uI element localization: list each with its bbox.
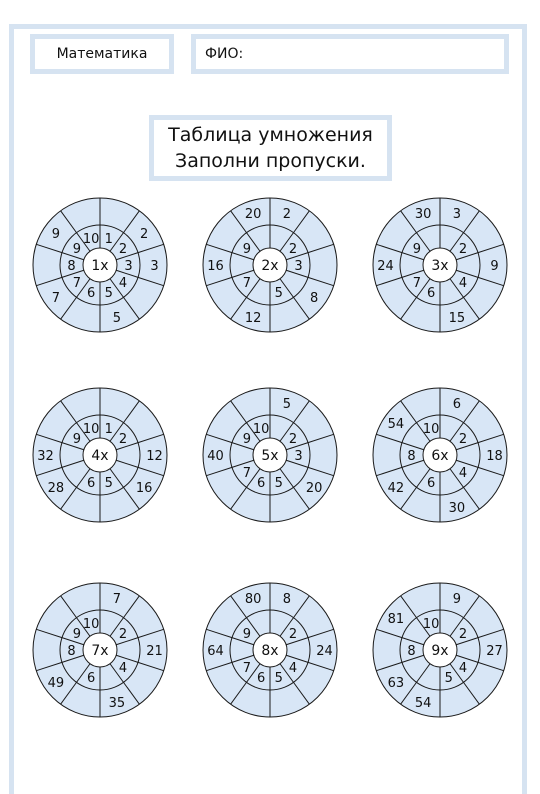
product-value: 15: [448, 310, 466, 326]
inner-number: 10: [422, 421, 440, 437]
product-value: 2: [139, 226, 149, 242]
inner-number: 7: [72, 275, 82, 291]
wheel-multiplier: 6x: [431, 448, 449, 464]
product-value: 12: [146, 449, 163, 464]
product-value: 24: [377, 259, 394, 274]
product-value: 8: [282, 592, 291, 608]
product-value: 7: [51, 291, 61, 307]
product-value: 5: [112, 310, 121, 326]
inner-number: 6: [257, 476, 266, 492]
inner-number: 9: [242, 432, 252, 448]
inner-number: 4: [458, 465, 468, 481]
multiplication-wheel: [371, 581, 509, 719]
product-value: 40: [207, 449, 224, 464]
wheel-multiplier: 9x: [431, 643, 449, 659]
product-value: 2: [282, 207, 291, 223]
product-value: 80: [244, 592, 262, 608]
inner-number: 5: [104, 286, 113, 302]
inner-number: 7: [412, 275, 422, 291]
multiplication-wheel: [201, 386, 339, 524]
inner-number: 4: [118, 660, 128, 676]
multiplication-wheel: [371, 386, 509, 524]
inner-number: 2: [118, 627, 128, 643]
multiplication-wheel: [31, 386, 169, 524]
wheel-multiplier: 8x: [261, 643, 279, 659]
multiplication-wheel: [371, 196, 509, 334]
inner-number: 6: [427, 286, 436, 302]
subject-label: Математика: [56, 46, 148, 62]
product-value: 9: [452, 592, 461, 608]
product-value: 27: [486, 644, 503, 659]
inner-number: 8: [67, 644, 76, 659]
student-name-field[interactable]: [191, 34, 509, 74]
multiplication-wheel: [31, 196, 169, 334]
product-value: 3: [150, 259, 159, 274]
inner-number: 4: [118, 275, 128, 291]
inner-number: 1: [104, 231, 113, 247]
product-value: 21: [146, 644, 163, 659]
inner-number: 4: [458, 660, 468, 676]
inner-number: 3: [294, 449, 303, 464]
inner-number: 9: [242, 627, 252, 643]
wheel-multiplier: 5x: [261, 448, 279, 464]
inner-number: 5: [274, 671, 283, 687]
inner-number: 7: [242, 465, 252, 481]
product-value: 81: [387, 611, 405, 627]
inner-number: 10: [82, 231, 100, 247]
inner-number: 10: [82, 616, 100, 632]
inner-number: 9: [72, 432, 82, 448]
wheel-multiplier: 3x: [431, 258, 449, 274]
inner-number: 9: [412, 242, 422, 258]
product-value: 12: [244, 310, 262, 326]
inner-number: 2: [458, 242, 468, 258]
inner-number: 10: [422, 616, 440, 632]
product-value: 63: [387, 676, 405, 692]
wheel-multiplier: 4x: [91, 448, 109, 464]
worksheet-title: [149, 115, 392, 181]
product-value: 9: [490, 259, 499, 274]
inner-number: 2: [288, 627, 298, 643]
inner-number: 7: [242, 275, 252, 291]
inner-number: 6: [427, 476, 436, 492]
inner-number: 4: [288, 660, 298, 676]
product-value: 20: [244, 207, 262, 223]
inner-number: 2: [288, 432, 298, 448]
product-value: 42: [387, 481, 405, 497]
inner-number: 5: [274, 476, 283, 492]
inner-number: 8: [407, 449, 416, 464]
inner-number: 10: [82, 421, 100, 437]
inner-number: 2: [118, 432, 128, 448]
wheel-multiplier: 1x: [91, 258, 109, 274]
inner-number: 5: [104, 476, 113, 492]
inner-number: 10: [252, 421, 270, 437]
inner-number: 2: [118, 242, 128, 258]
product-value: 35: [108, 695, 126, 711]
product-value: 16: [135, 481, 153, 497]
product-value: 20: [305, 481, 323, 497]
product-value: 24: [316, 644, 333, 659]
inner-number: 8: [407, 644, 416, 659]
product-value: 6: [452, 397, 461, 413]
product-value: 7: [112, 592, 121, 608]
inner-number: 5: [444, 671, 453, 687]
inner-number: 3: [124, 259, 133, 274]
inner-number: 2: [458, 627, 468, 643]
multiplication-wheel: [201, 196, 339, 334]
wheel-multiplier: 7x: [91, 643, 109, 659]
product-value: 16: [207, 259, 224, 274]
student-name-label: ФИО:: [205, 46, 244, 62]
inner-number: 9: [242, 242, 252, 258]
inner-number: 9: [72, 242, 82, 258]
inner-number: 2: [288, 242, 298, 258]
inner-number: 4: [458, 275, 468, 291]
inner-number: 8: [67, 259, 76, 274]
inner-number: 1: [104, 421, 113, 437]
product-value: 30: [448, 500, 466, 516]
product-value: 8: [309, 291, 319, 307]
product-value: 32: [37, 449, 54, 464]
product-value: 9: [51, 226, 61, 242]
product-value: 28: [47, 481, 65, 497]
inner-number: 9: [72, 627, 82, 643]
inner-number: 6: [87, 476, 96, 492]
inner-number: 2: [458, 432, 468, 448]
multiplication-wheel: [201, 581, 339, 719]
product-value: 54: [414, 695, 432, 711]
title-line-1: Таблица умножения: [168, 124, 373, 146]
inner-number: 3: [294, 259, 303, 274]
product-value: 30: [414, 207, 432, 223]
title-line-2: Заполни пропуски.: [175, 150, 366, 172]
multiplication-wheel: [31, 581, 169, 719]
inner-number: 5: [274, 286, 283, 302]
product-value: 54: [387, 416, 405, 432]
subject-field: [30, 34, 174, 74]
inner-number: 7: [242, 660, 252, 676]
inner-number: 6: [87, 671, 96, 687]
inner-number: 6: [87, 286, 96, 302]
product-value: 18: [486, 449, 503, 464]
inner-number: 6: [257, 671, 266, 687]
product-value: 49: [47, 676, 65, 692]
wheel-multiplier: 2x: [261, 258, 279, 274]
product-value: 5: [282, 397, 291, 413]
product-value: 3: [452, 207, 461, 223]
product-value: 64: [207, 644, 224, 659]
